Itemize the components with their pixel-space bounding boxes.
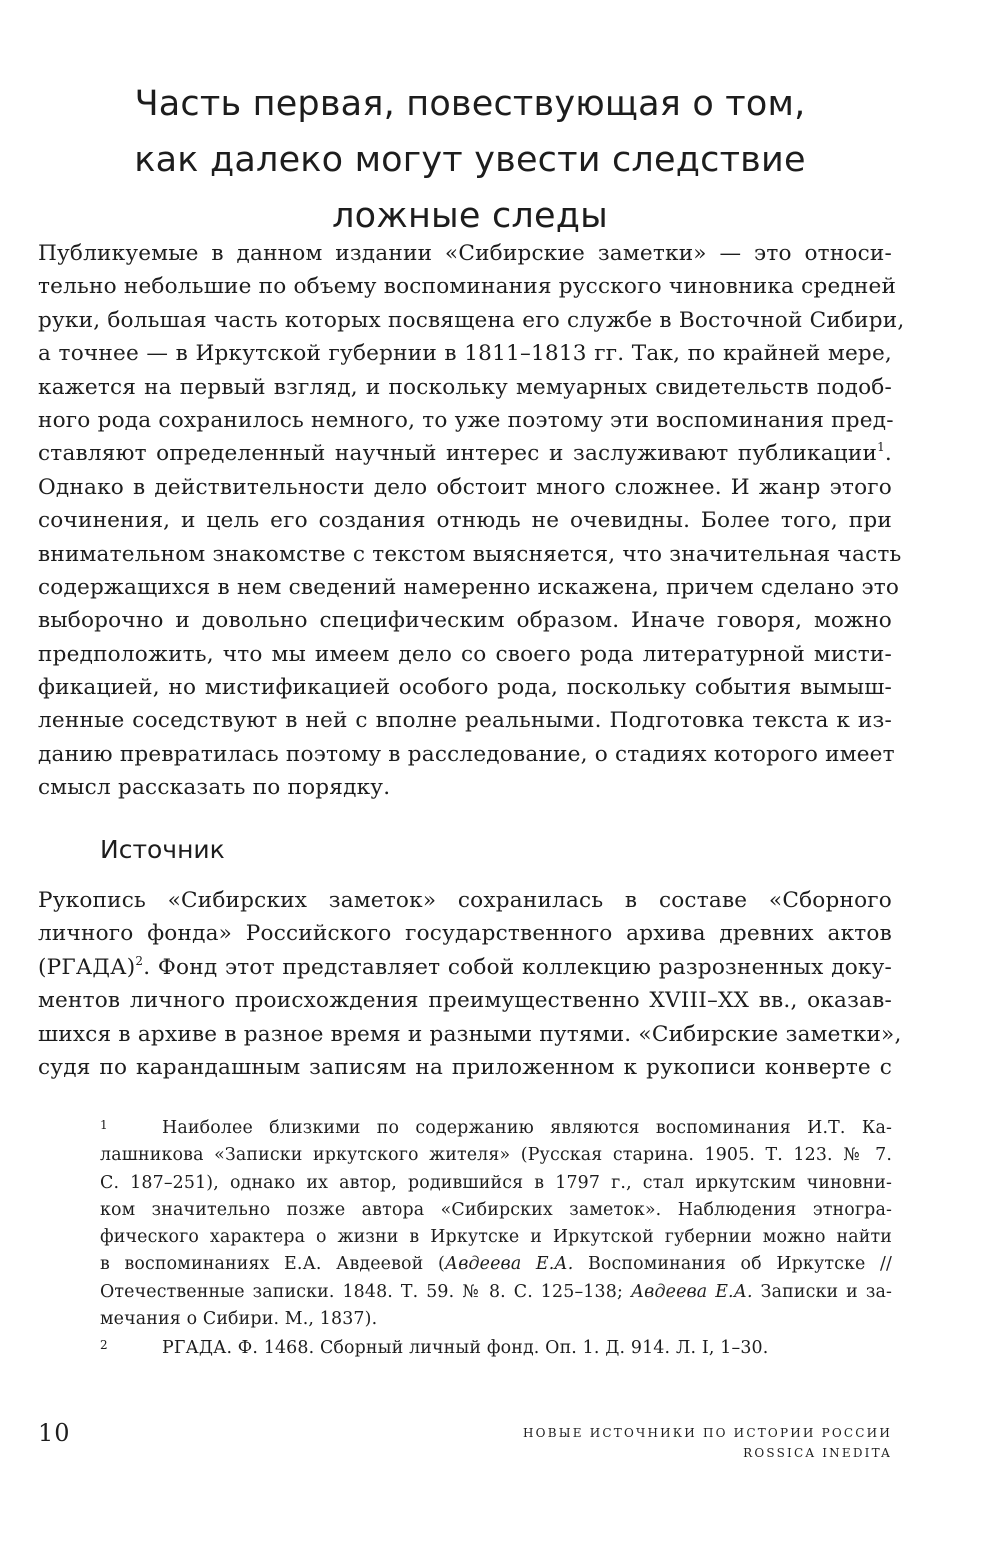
text-line: кажется на первый взгляд, и поскольку мемуарных свидетельств подоб- (38, 374, 892, 400)
section-heading: Источник (100, 835, 225, 864)
running-footer (523, 1423, 892, 1463)
intro-paragraph (38, 237, 905, 805)
footnote-ref-1[interactable]: 1 (877, 440, 885, 455)
footnotes (100, 1115, 892, 1363)
series-title: НОВЫЕ ИСТОЧНИКИ ПО ИСТОРИИ РОССИИ (523, 1426, 892, 1440)
text-segment: . Фонд этот представляет собой коллекцию разрозненных доку- (143, 954, 892, 980)
text-segment: в воспоминаниях Е.А. Авдеевой ( (100, 1254, 445, 1275)
text-line: Рукопись «Сибирских заметок» сохранилась в составе «Сборного (38, 888, 892, 913)
footnote-1 (100, 1115, 892, 1333)
text-line: судя по карандашным записям на приложенном к рукописи конверте с (38, 1054, 892, 1080)
text-line: Однако в действительности дело обстоит много сложнее. И жанр этого (38, 474, 892, 500)
footnote-number: 2 (100, 1338, 108, 1353)
chapter-title (60, 76, 880, 244)
footnote-line: фического характера о жизни в Иркутске и Иркутской губернии можно найти (100, 1227, 892, 1248)
footnote-line: мечания о Сибири. М., 1837). (100, 1309, 378, 1330)
text-segment: Воспоминания об Иркутске // (573, 1254, 893, 1275)
footnote-line: Наиболее близкими по содержанию являются воспоминания И.Т. Ка- (162, 1118, 892, 1138)
text-line: ленные соседствуют в ней с вполне реальными. Подготовка текста к из- (38, 708, 892, 734)
footnote-number: 1 (100, 1118, 108, 1132)
footnote-line: ком значительно позже автора «Сибирских заметок». Наблюдения этногра- (100, 1199, 892, 1220)
text-line: шихся в архиве в разное время и разными путями. «Сибирские заметки», (38, 1021, 902, 1047)
text-line (38, 951, 892, 984)
author-name-italic: Авдеева Е.А. (444, 1254, 574, 1275)
chapter-title-line: ложные следы (332, 196, 608, 236)
text-segment: Отечественные записки. 1848. Т. 59. № 8. С. 125–138; (100, 1281, 631, 1302)
text-line: а точнее — в Иркутской губернии в 1811–1813 гг. Так, по крайней мере, (38, 341, 892, 367)
text-line: предположить, что мы имеем дело со своего рода литературной мисти- (38, 641, 892, 667)
footnote-line: С. 187–251), однако их автор, родившийся в 1797 г., стал иркутским чиновни- (100, 1172, 892, 1193)
footnote-line (100, 1251, 892, 1278)
text-line: тельно небольшие по объему воспоминания русского чиновника средней (38, 274, 897, 300)
footnote-line: лашникова «Записки иркутского жителя» (Русская старина. 1905. Т. 123. № 7. (100, 1145, 892, 1166)
text-line: содержащихся в нем сведений намеренно искажена, причем сделано это (38, 574, 900, 600)
text-line: ного рода сохранилось немного, то уже поэтому эти воспоминания пред- (38, 407, 894, 433)
text-segment: ставляют определенный научный интерес и заслуживают публикации (38, 441, 878, 467)
text-line: личного фонда» Российского государственного архива древних актов (38, 921, 892, 947)
text-line: сочинения, и цель его создания отнюдь не очевидны. Более того, при (38, 508, 892, 534)
text-line: ставляют определенный научный интерес и заслуживают публикации$^1$. (38, 440, 892, 467)
text-segment: Записки и за- (752, 1281, 893, 1302)
text-line: ментов личного происхождения преимущественно XVIII–XX вв., оказав- (38, 988, 892, 1014)
chapter-title-line: Часть первая, повествующая о том, (134, 84, 806, 124)
author-name-italic: Авдеева Е.А. (630, 1281, 753, 1302)
text-line: внимательном знакомстве с текстом выясняется, что значительная часть (38, 541, 902, 567)
source-paragraph (38, 884, 902, 1084)
footnote-ref-2[interactable]: 2 (135, 953, 144, 968)
text-segment: (РГАДА) (38, 954, 136, 980)
text-line: руки, большая часть которых посвящена его службе в Восточной Сибири, (38, 307, 905, 333)
text-line: выборочно и довольно специфическим образом. Иначе говоря, можно (38, 608, 892, 634)
series-subtitle: ROSSICA INEDITA (743, 1446, 892, 1460)
footnote-2 (100, 1335, 892, 1362)
footnote-line (100, 1279, 892, 1306)
text-line: смысл рассказать по порядку. (38, 775, 391, 801)
page-number: 10 (38, 1419, 71, 1447)
text-line: данию превратилась поэтому в расследование, о стадиях которого имеет (38, 741, 895, 767)
text-line: фикацией, но мистификацией особого рода, поскольку события вымыш- (38, 675, 892, 701)
chapter-title-line: как далеко могут увести следствие (134, 140, 806, 180)
footnote-line: РГАДА. Ф. 1468. Сборный личный фонд. Оп. 1. Д. 914. Л. I, 1–30. (162, 1338, 769, 1359)
text-line: Публикуемые в данном издании «Сибирские заметки» — это относи- (38, 241, 892, 266)
